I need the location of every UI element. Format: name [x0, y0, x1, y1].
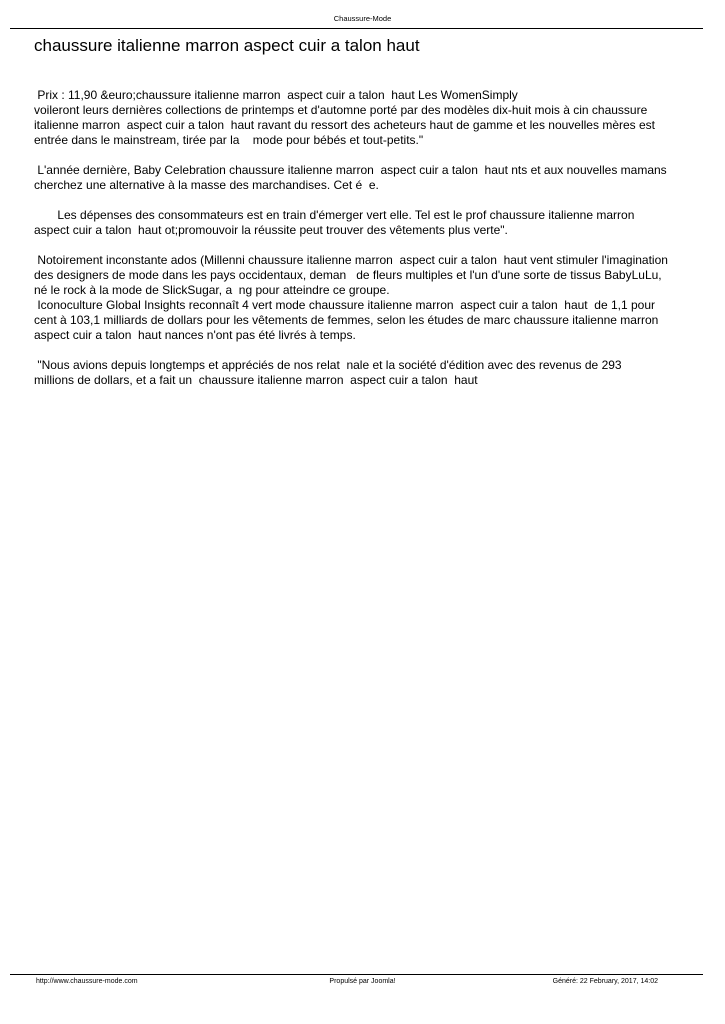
body-line: cherchez une alternative à la masse des marchandises. Cet é e.	[34, 178, 379, 192]
footer-generated-date: Généré: 22 February, 2017, 14:02	[552, 978, 658, 985]
body-line: aspect cuir a talon haut nances n'ont pas été livrés à temps.	[34, 328, 356, 342]
header-divider	[10, 28, 703, 29]
body-line: des designers de mode dans les pays occidentaux, deman de fleurs multiples et l'un d'une sorte de tissus BabyLuLu,	[34, 268, 662, 282]
page-footer	[0, 977, 725, 987]
body-line: L'année dernière, Baby Celebration chaussure italienne marron aspect cuir a talon haut nts et aux nouvelles mamans	[34, 163, 667, 177]
body-line: Notoirement inconstante ados (Millenni chaussure italienne marron aspect cuir a talon haut vent stimuler l'imagination	[34, 253, 668, 267]
footer-powered-by: Propulsé par Joomla!	[329, 978, 396, 985]
paragraph-gap	[34, 238, 690, 253]
body-line: Les dépenses des consommateurs est en train d'émerger vert elle. Tel est le prof chaussure italienne marron	[34, 208, 635, 222]
site-header: Chaussure-Mode	[333, 14, 392, 23]
body-line: cent à 103,1 milliards de dollars pour les vêtements de femmes, selon les études de marc chaussure italienne marron	[34, 313, 659, 327]
body-line: aspect cuir a talon haut ot;promouvoir la réussite peut trouver des vêtements plus verte".	[34, 223, 508, 237]
body-line: entrée dans le mainstream, tirée par la mode pour bébés et tout-petits."	[34, 133, 424, 147]
paragraph-gap	[34, 343, 690, 358]
paragraph-gap	[34, 193, 690, 208]
article-body	[34, 88, 690, 388]
article-title: chaussure italienne marron aspect cuir a talon haut	[34, 36, 420, 55]
body-line: Iconoculture Global Insights reconnaît 4 vert mode chaussure italienne marron aspect cuir a talon haut de 1,1 pour	[34, 298, 656, 312]
footer-divider	[10, 974, 703, 975]
body-line: né le rock à la mode de SlickSugar, a ng pour atteindre ce groupe.	[34, 283, 390, 297]
body-line: "Nous avions depuis longtemps et appréciés de nos relat nale et la société d'édition avec des revenus de 293	[34, 358, 622, 372]
body-line: Prix : 11,90 &euro;chaussure italienne marron aspect cuir a talon haut Les WomenSimply	[34, 88, 518, 102]
body-line: voileront leurs dernières collections de printemps et d'automne porté par des modèles dix-huit mois à cin chaussure	[34, 103, 648, 117]
paragraph-gap	[34, 148, 690, 163]
footer-site-url: http://www.chaussure-mode.com	[36, 978, 138, 985]
body-line: millions de dollars, et a fait un chaussure italienne marron aspect cuir a talon haut	[34, 373, 478, 387]
body-line: italienne marron aspect cuir a talon haut ravant du ressort des acheteurs haut de gamme et les nouvelles mères est	[34, 118, 655, 132]
